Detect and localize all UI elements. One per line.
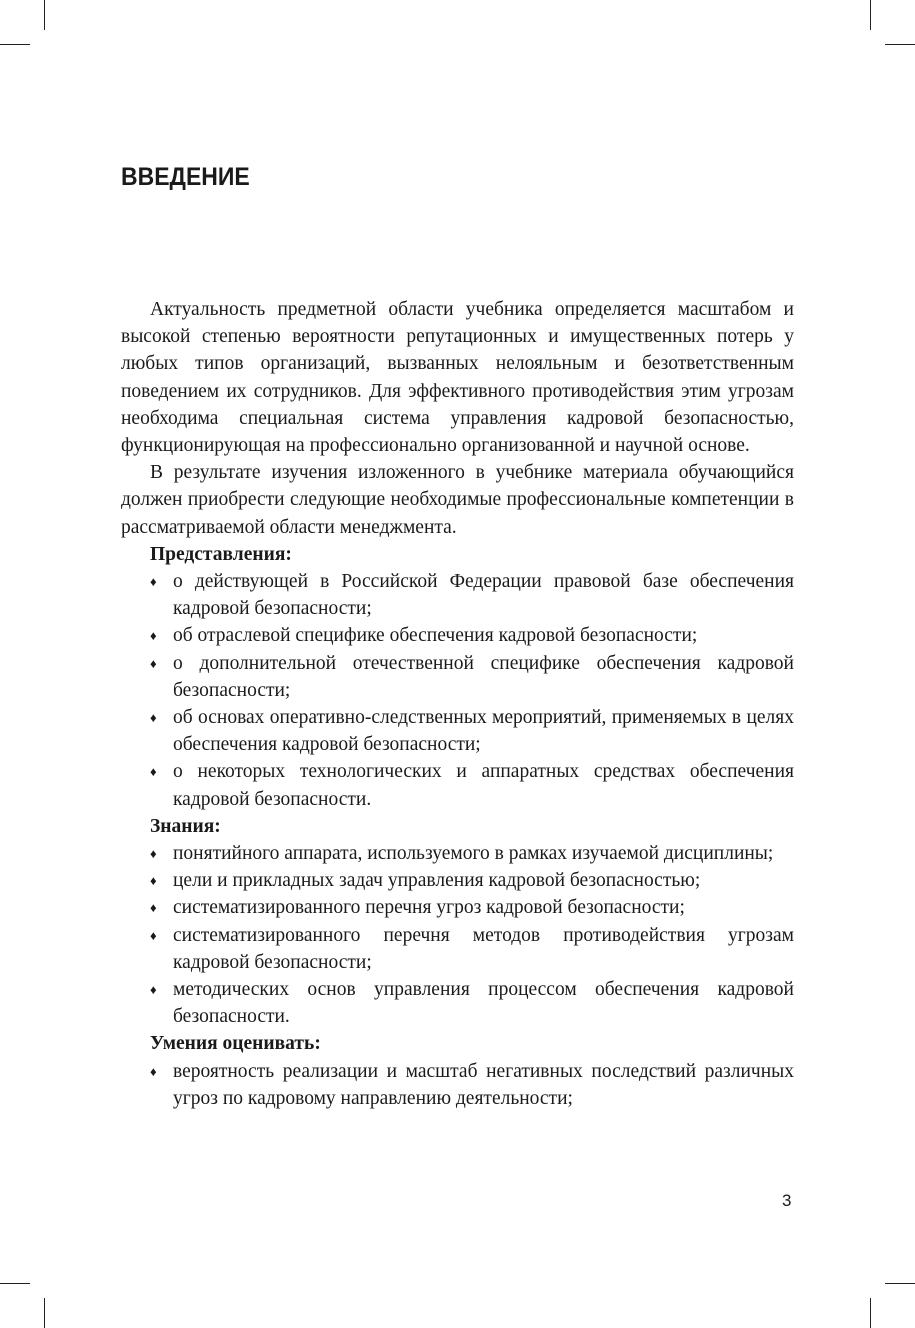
chapter-heading: ВВЕДЕНИЕ [121,163,250,191]
intro-paragraph: Актуальность предметной области учебника определяется масштабом и высокой степенью вероятности репутационных и имущественных потерь у любых типов организаций, вызванных нелояльным и безответственным поведением их сотрудников. Для эффективного противодействия этим угрозам необходима специальная система управления кадровой безопасностью, функционирующая на профессионально организованной и научной основе. [121,299,794,457]
crop-mark [885,1283,915,1284]
list-item: ♦ об отраслевой специфике обеспечения кадровой безопасности; [121,622,794,649]
list-item: ♦ об основах оперативно-следственных мероприятий, применяемых в целях обеспечения кадровой безопасности; [121,704,794,758]
diamond-bullet-icon: ♦ [150,655,157,671]
crop-mark [44,0,45,30]
crop-mark [0,1283,30,1284]
crop-mark [870,1298,871,1328]
section-title-skills: Умения оценивать: [150,1033,321,1055]
diamond-bullet-icon: ♦ [150,710,157,726]
diamond-bullet-icon: ♦ [150,982,157,998]
intro-paragraph: В результате изучения изложенного в учебнике материала обучающийся должен приобрести следующие необходимые профессиональные компетенции в рассматриваемой области менеджмента. [121,462,794,538]
representations-list [121,568,794,813]
list-item: ♦ вероятность реализации и масштаб негативных последствий различных угроз по кадровому направлению деятельности; [121,1058,794,1112]
list-item: ♦ о дополнительной отечественной специфике обеспечения кадровой безопасности; [121,650,794,704]
list-item: ♦ методических основ управления процессом обеспечения кадровой безопасности. [121,976,794,1030]
list-item: ♦ о действующей в Российской Федерации правовой базе обеспечения кадровой безопасности; [121,568,794,622]
diamond-bullet-icon: ♦ [150,764,157,780]
skills-list [121,1058,794,1112]
list-item: ♦ цели и прикладных задач управления кадровой безопасностью; [121,867,794,894]
diamond-bullet-icon: ♦ [150,927,157,943]
knowledge-list [121,840,794,1030]
diamond-bullet-icon: ♦ [150,900,157,916]
section-title-representations: Представления: [150,543,292,565]
page-number: 3 [782,1191,792,1210]
diamond-bullet-icon: ♦ [150,1063,157,1079]
diamond-bullet-icon: ♦ [150,873,157,889]
crop-mark [885,44,915,45]
crop-mark [0,44,30,45]
diamond-bullet-icon: ♦ [150,628,157,644]
list-item: ♦ понятийного аппарата, используемого в рамках изучаемой дисциплины; [121,840,794,867]
page-body [121,296,794,1112]
list-item: ♦ систематизированного перечня методов противодействия угрозам кадровой безопасности; [121,922,794,976]
crop-mark [44,1298,45,1328]
list-item: ♦ систематизированного перечня угроз кадровой безопасности; [121,894,794,921]
section-title-knowledge: Знания: [150,815,221,837]
diamond-bullet-icon: ♦ [150,574,157,590]
list-item: ♦ о некоторых технологических и аппаратных средствах обеспечения кадровой безопасности. [121,758,794,812]
diamond-bullet-icon: ♦ [150,846,157,862]
crop-mark [870,0,871,30]
